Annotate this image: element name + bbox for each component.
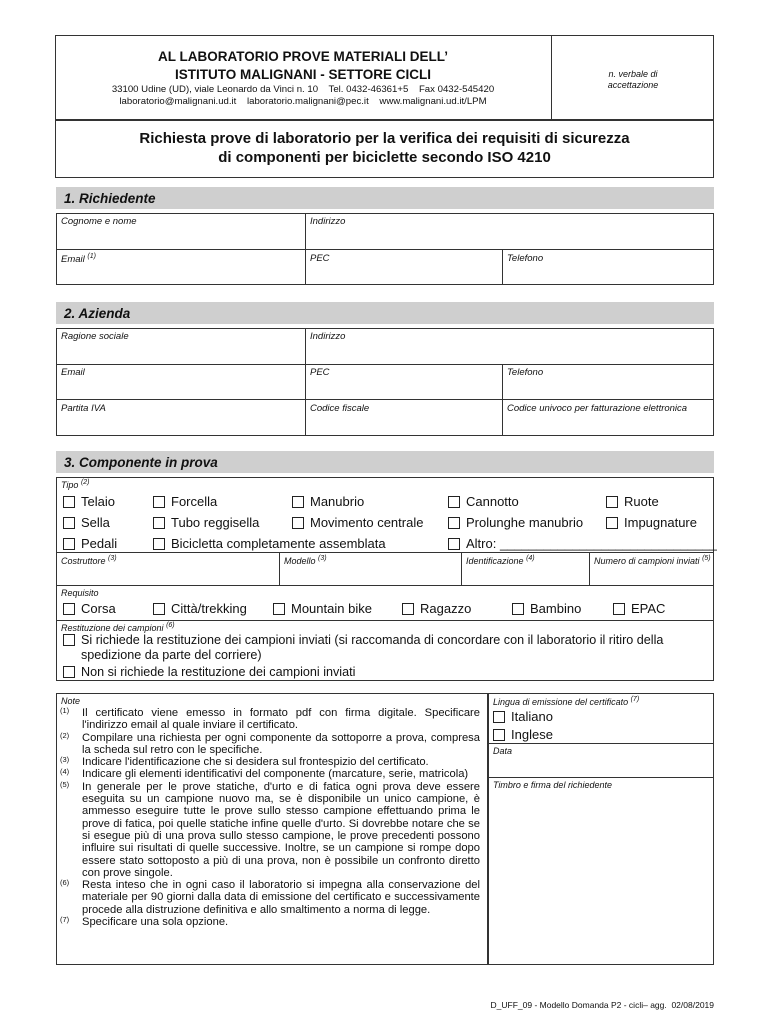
identificazione-field[interactable]: [466, 555, 535, 566]
richiedente-col-divider: [502, 249, 503, 285]
checkbox-square[interactable]: [448, 538, 460, 550]
tipo-impugnature-label: Impugnature: [624, 515, 697, 530]
note-num: (6): [60, 878, 70, 888]
restituzione-si-label: Si richiede la restituzione dei campioni inviati (si raccomanda di concordare con il laboratorio il ritiro della: [81, 633, 664, 647]
lingua-inglese-checkbox[interactable]: [493, 727, 553, 742]
tipo-cannotto-label: Cannotto: [466, 494, 519, 509]
requisito-mountain-label: Mountain bike: [291, 601, 372, 616]
note-text: Specificare una sola opzione.: [82, 916, 229, 929]
data-field[interactable]: Data: [493, 746, 513, 756]
note-num: (5): [60, 779, 70, 789]
tipo-telaio-label: Telaio: [81, 494, 115, 509]
checkbox-square[interactable]: [493, 729, 505, 741]
requisito-epac-label: EPAC: [631, 601, 666, 616]
lingua-italiano-checkbox[interactable]: [493, 709, 553, 724]
tipo-altro-label: Altro: ______________________________: [466, 536, 717, 551]
right-column-divider: [488, 743, 714, 744]
componente-col-divider: [461, 552, 462, 585]
numero-campioni-note-ref: (5): [702, 555, 711, 562]
checkbox-square[interactable]: [292, 517, 304, 529]
checkbox-square[interactable]: [63, 666, 75, 678]
tipo-altro-checkbox[interactable]: [448, 536, 717, 551]
verbale-label-1: n. verbale di: [608, 69, 658, 79]
tipo-cannotto-checkbox[interactable]: [448, 494, 519, 509]
tipo-pedali-label: Pedali: [81, 536, 118, 551]
note-num: (1): [60, 706, 70, 715]
note-item: [60, 732, 480, 757]
note-item: [60, 916, 480, 928]
email-label: Email: [61, 254, 85, 266]
note-num: (3): [60, 755, 70, 765]
restituzione-note-ref: (6): [166, 622, 175, 629]
requisito-citta-label: Città/trekking: [171, 601, 247, 616]
tipo-ruote-checkbox[interactable]: [606, 494, 659, 509]
tipo-note-ref: (2): [80, 479, 90, 486]
timbro-firma-field[interactable]: Timbro e firma del richiedente: [493, 780, 612, 790]
restituzione-label: [61, 622, 175, 633]
costruttore-field[interactable]: [61, 555, 117, 566]
tipo-sella-checkbox[interactable]: [63, 515, 110, 530]
tipo-movimento-centrale-label: Movimento centrale: [310, 515, 424, 530]
note-num: (7): [60, 915, 70, 925]
requisito-ragazzo-checkbox[interactable]: [402, 601, 471, 616]
azienda-row-divider: [56, 399, 714, 400]
richiedente-pec-field[interactable]: PEC: [310, 253, 330, 264]
modello-label: Modello: [284, 556, 316, 566]
codice-fiscale-field[interactable]: Codice fiscale: [310, 403, 370, 414]
modello-field[interactable]: [284, 555, 327, 566]
identificazione-note-ref: (4): [526, 555, 535, 562]
note-num: (4): [60, 767, 70, 777]
requisito-epac-checkbox[interactable]: [613, 601, 665, 616]
lingua-note-ref: (7): [630, 696, 640, 703]
section-azienda-header: 2. Azienda: [56, 302, 714, 324]
cognome-nome-field[interactable]: Cognome e nome: [61, 216, 137, 227]
requisito-corsa-label: Corsa: [81, 601, 116, 616]
tipo-prolunghe-manubrio-label: Prolunghe manubrio: [466, 515, 584, 530]
tipo-label: [61, 479, 90, 490]
requisito-mountain-checkbox[interactable]: [273, 601, 372, 616]
checkbox-square[interactable]: [63, 496, 75, 508]
note-item: [60, 768, 480, 780]
azienda-table: [56, 328, 714, 436]
partita-iva-field[interactable]: Partita IVA: [61, 403, 106, 414]
tipo-tubo-reggisella-checkbox[interactable]: [153, 515, 259, 530]
checkbox-square[interactable]: [448, 496, 460, 508]
tipo-bicicletta-checkbox[interactable]: [153, 536, 386, 551]
richiedente-col-divider: [305, 213, 306, 285]
lab-title-line2: ISTITUTO MALIGNANI - SETTORE CICLI: [175, 67, 431, 82]
tipo-forcella-checkbox[interactable]: [153, 494, 217, 509]
identificazione-label: Identificazione: [466, 556, 524, 566]
tipo-ruote-label: Ruote: [624, 494, 659, 509]
azienda-email-field[interactable]: Email: [61, 367, 85, 378]
section-richiedente-header: 1. Richiedente: [56, 187, 714, 209]
email-note-ref: (1): [87, 253, 96, 260]
tipo-sella-label: Sella: [81, 515, 110, 530]
lab-address: 33100 Udine (UD), viale Leonardo da Vinci n. 10 Tel. 0432-46361+5 Fax 0432-545420: [111, 84, 495, 95]
lingua-inglese-label: Inglese: [511, 727, 553, 742]
note-text: Indicare l'identificazione che si desidera sul frontespizio del certificato.: [82, 756, 429, 769]
requisito-ragazzo-label: Ragazzo: [420, 601, 472, 616]
requisito-bambino-checkbox[interactable]: [512, 601, 581, 616]
ragione-sociale-field[interactable]: Ragione sociale: [61, 331, 129, 342]
componente-row-divider: [56, 552, 714, 553]
componente-row-divider: [56, 620, 714, 621]
tipo-manubrio-checkbox[interactable]: [292, 494, 364, 509]
tipo-prolunghe-manubrio-checkbox[interactable]: [448, 515, 583, 530]
tipo-bicicletta-label: Bicicletta completamente assemblata: [171, 536, 386, 551]
codice-univoco-field[interactable]: Codice univoco per fatturazione elettronica: [507, 403, 688, 414]
azienda-telefono-field[interactable]: Telefono: [507, 367, 544, 378]
requisito-citta-checkbox[interactable]: [153, 601, 247, 616]
azienda-pec-field[interactable]: PEC: [310, 367, 330, 378]
checkbox-square[interactable]: [402, 603, 414, 615]
restituzione-label-text: Restituzione dei campioni: [61, 623, 164, 633]
checkbox-square[interactable]: [493, 711, 505, 723]
requisito-label: Requisito: [61, 588, 99, 598]
lingua-label-text: Lingua di emissione del certificato: [493, 697, 629, 707]
lingua-italiano-label: Italiano: [511, 709, 553, 724]
checkbox-square[interactable]: [606, 517, 618, 529]
tipo-label-text: Tipo: [61, 480, 79, 490]
lingua-label: [493, 696, 639, 707]
costruttore-label: Costruttore: [61, 556, 106, 566]
checkbox-square[interactable]: [63, 517, 75, 529]
richiedente-row-divider: [56, 249, 714, 250]
note-text: Il certificato viene emesso in formato pdf con firma digitale. Specificare l'indirizzo email al quale inviare il certificato.: [82, 707, 480, 732]
form-title-line1: Richiesta prove di laboratorio per la verifica dei requisiti di sicurezza: [139, 130, 630, 147]
note-item: [60, 879, 480, 916]
lab-title-line1: AL LABORATORIO PROVE MATERIALI DELL’: [157, 49, 448, 64]
checkbox-square[interactable]: [273, 603, 285, 615]
componente-col-divider: [589, 552, 590, 585]
tipo-impugnature-checkbox[interactable]: [606, 515, 697, 530]
note-text: Resta inteso che in ogni caso il laboratorio si impegna alla conservazione del materiale per 90 giorni dalla data di emissione del certificato e successivamente procede alla distruzione definitiva e allo smaltimento a norma di legge.: [82, 879, 480, 916]
costruttore-note-ref: (3): [108, 555, 117, 562]
restituzione-no-checkbox[interactable]: [63, 665, 355, 679]
checkbox-square[interactable]: [63, 603, 75, 615]
checkbox-square[interactable]: [512, 603, 524, 615]
requisito-bambino-label: Bambino: [530, 601, 582, 616]
checkbox-square[interactable]: [448, 517, 460, 529]
checkbox-square[interactable]: [606, 496, 618, 508]
numero-campioni-label: Numero di campioni inviati: [594, 556, 700, 566]
verbale-label-2: accettazione: [607, 80, 659, 90]
componente-row-divider: [56, 585, 714, 586]
checkbox-square[interactable]: [613, 603, 625, 615]
tipo-manubrio-label: Manubrio: [310, 494, 365, 509]
richiedente-indirizzo-field[interactable]: Indirizzo: [310, 216, 346, 227]
modello-note-ref: (3): [318, 555, 327, 562]
richiedente-telefono-field[interactable]: Telefono: [507, 253, 544, 264]
checkbox-square[interactable]: [63, 634, 75, 646]
note-item: [60, 707, 480, 732]
tipo-telaio-checkbox[interactable]: [63, 494, 115, 509]
tipo-forcella-label: Forcella: [171, 494, 218, 509]
form-title-line2: di componenti per biciclette secondo ISO 4210: [218, 149, 551, 166]
azienda-col-divider: [502, 364, 503, 436]
richiedente-email-field[interactable]: [61, 253, 96, 265]
note-text: Indicare gli elementi identificativi del componente (marcature, serie, matricola): [82, 768, 469, 781]
tipo-tubo-reggisella-label: Tubo reggisella: [171, 515, 260, 530]
azienda-row-divider: [56, 364, 714, 365]
notes-title: Note: [61, 696, 81, 706]
checkbox-square[interactable]: [153, 603, 165, 615]
numero-campioni-field[interactable]: [594, 555, 711, 566]
footer-doc-code: D_UFF_09 - Modello Domanda P2 - cicli– agg. 02/08/2019: [490, 1000, 714, 1010]
checkbox-square[interactable]: [153, 517, 165, 529]
note-num: (2): [60, 730, 70, 740]
note-text: Compilare una richiesta per ogni componente da sottoporre a prova, compresa la scheda sul retro con le specifiche.: [82, 731, 480, 756]
tipo-pedali-checkbox[interactable]: [63, 536, 117, 551]
section-componente-header: 3. Componente in prova: [56, 451, 714, 473]
restituzione-no-label: Non si richiede la restituzione dei campioni inviati: [81, 665, 356, 679]
right-column-divider: [488, 777, 714, 778]
checkbox-square[interactable]: [153, 538, 165, 550]
checkbox-square[interactable]: [153, 496, 165, 508]
checkbox-square[interactable]: [63, 538, 75, 550]
lab-contacts: laboratorio@malignani.ud.it laboratorio.malignani@pec.it www.malignani.ud.it/LPM: [119, 96, 487, 107]
note-text: In generale per le prove statiche, d'urto e di fatica ogni prova deve essere eseguita su un campione nuovo ma, se è disponibile un unico campione, è ammesso eseguire tutte le prove sullo stesso campione effettuando prima le prove di fatica, poi quelle statiche infine quelle d'urto. Si dovrebbe notare che se si esegue più di una prova sullo stesso campione, le prove precedenti possono influire sui risultati di quelle successive. Inoltre, se un campione si rompe dopo essere stato sottoposto a più di una prova, non è possibile un confronto diretto con prove singole.: [82, 780, 480, 879]
tipo-movimento-centrale-checkbox[interactable]: [292, 515, 423, 530]
note-item: [60, 756, 480, 768]
restituzione-si-label-cont: spedizione da parte del corriere): [81, 648, 262, 662]
requisito-corsa-checkbox[interactable]: [63, 601, 116, 616]
restituzione-si-checkbox[interactable]: [63, 633, 663, 647]
note-item: [60, 781, 480, 879]
notes-list: [60, 707, 480, 928]
azienda-indirizzo-field[interactable]: Indirizzo: [310, 331, 346, 342]
checkbox-square[interactable]: [292, 496, 304, 508]
azienda-col-divider: [305, 328, 306, 436]
componente-col-divider: [279, 552, 280, 585]
